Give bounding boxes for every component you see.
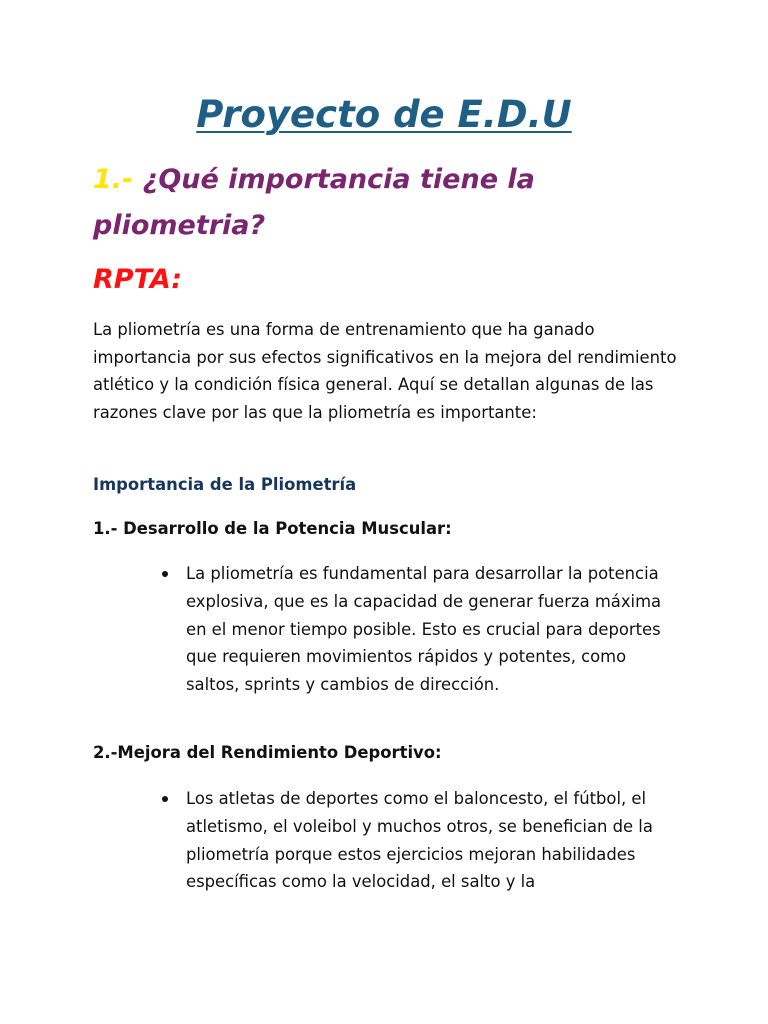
answer-label: RPTA:: [93, 264, 183, 295]
bullet-text: Los atletas de deportes como el baloncesto, el fútbol, el atletismo, el voleibol y muchos otros, se benefician de la pliometría porque estos ejercicios mejoran habilidades específicas como la velocidad, el salto y la: [186, 789, 653, 892]
list-item: [93, 560, 683, 699]
question-heading: [93, 157, 693, 249]
list-item: [93, 785, 683, 896]
point-title-1: 1.- Desarrollo de la Potencia Muscular:: [93, 519, 452, 538]
bullet-text: La pliometría es fundamental para desarrollar la potencia explosiva, que es la capacidad de generar fuerza máxima en el menor tiempo posible. Esto es crucial para deportes que requieren movimientos rápidos y potentes, como saltos, sprints y cambios de dirección.: [186, 564, 662, 695]
bullet-list-2: [93, 785, 683, 896]
point-title-2: 2.-Mejora del Rendimiento Deportivo:: [93, 743, 442, 762]
bullet-dot-icon: [162, 796, 168, 802]
bullet-list-1: [93, 560, 683, 699]
question-number: 1.-: [93, 164, 134, 195]
document-title: [0, 88, 768, 142]
question-text: ¿Qué importancia tiene la pliometria?: [93, 164, 535, 241]
intro-paragraph: La pliometría es una forma de entrenamiento que ha ganado importancia por sus efectos significativos en la mejora del rendimiento atlético y la condición física general. Aquí se detallan algunas de las razones clave por las que la pliometría es importante:: [93, 320, 677, 422]
document-title-text: Proyecto de E.D.U: [196, 93, 572, 136]
bullet-dot-icon: [162, 571, 168, 577]
section-subheading: Importancia de la Pliometría: [93, 475, 357, 494]
